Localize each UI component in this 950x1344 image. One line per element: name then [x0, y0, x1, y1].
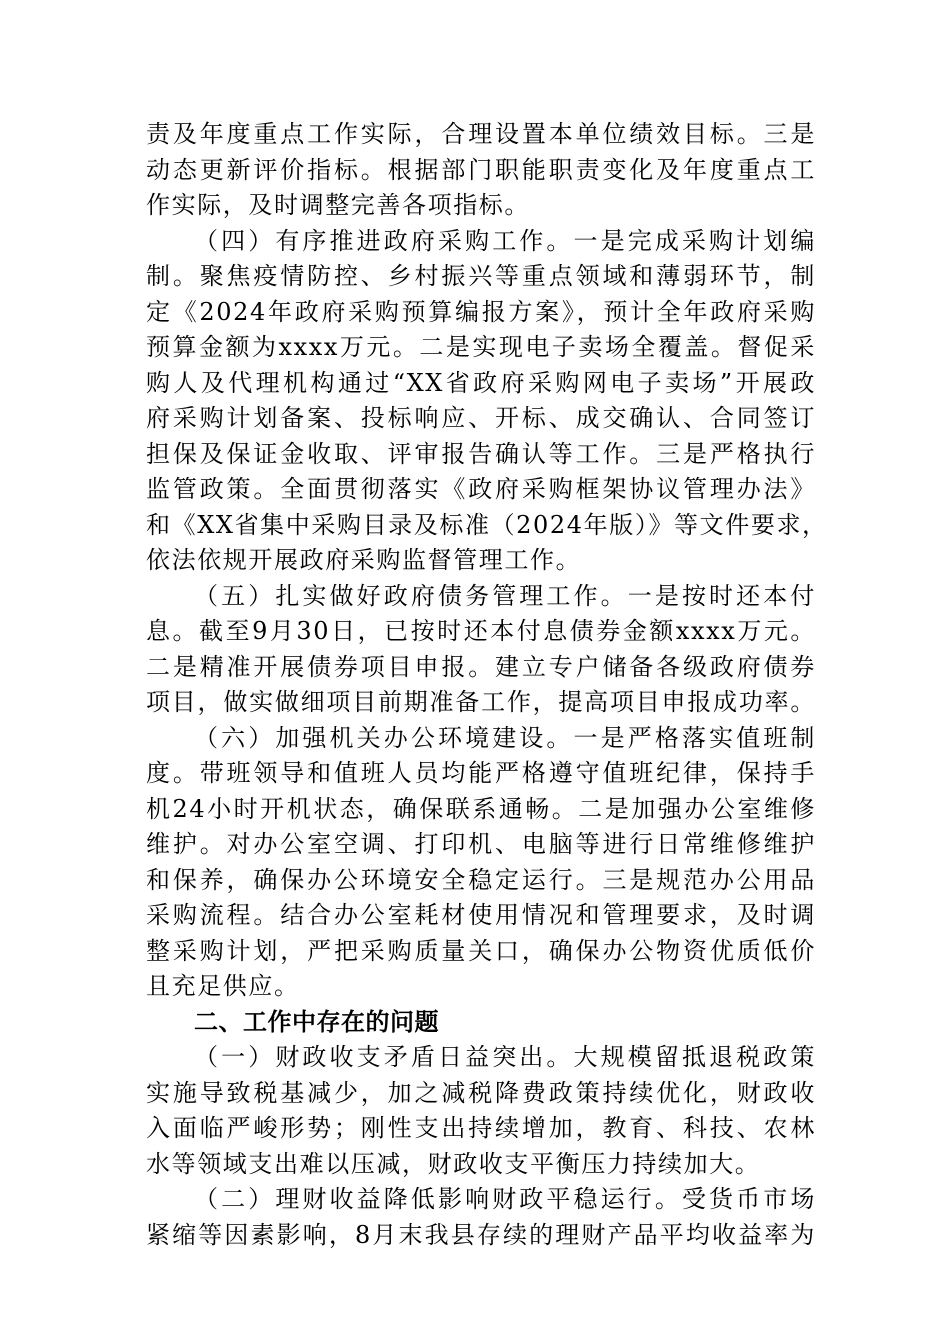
- paragraph-line: 和《XX省集中采购目录及标准（2024年版）》等文件要求，: [146, 510, 828, 539]
- paragraph-line: 二是精准开展债券项目申报。建立专户储备各级政府债券: [146, 652, 816, 681]
- paragraph-line: 度。带班领导和值班人员均能严格遵守值班纪律，保持手: [146, 759, 816, 787]
- paragraph-line: 项目，做实做细项目前期准备工作，提高项目申报成功率。: [146, 688, 816, 716]
- section-heading: 二、工作中存在的问题: [194, 1007, 439, 1036]
- paragraph-line: 维护。对办公室空调、打印机、电脑等进行日常维修维护: [146, 830, 816, 858]
- paragraph-line: 预算金额为xxxx万元。二是实现电子卖场全覆盖。督促采: [146, 333, 816, 361]
- paragraph-line: 动态更新评价指标。根据部门职能职责变化及年度重点工: [146, 155, 816, 184]
- paragraph-line: 实施导致税基减少，加之减税降费政策持续优化，财政收: [146, 1078, 816, 1107]
- paragraph-line: 依法依规开展政府采购监督管理工作。: [146, 546, 582, 574]
- paragraph-line: （一）财政收支矛盾日益突出。大规模留抵退税政策: [194, 1043, 816, 1071]
- paragraph-line: 府采购计划备案、投标响应、开标、成交确认、合同签订: [146, 404, 816, 432]
- paragraph-line: （五）扎实做好政府债务管理工作。一是按时还本付: [194, 581, 816, 610]
- paragraph-line: 采购流程。结合办公室耗材使用情况和管理要求，及时调: [146, 901, 816, 929]
- paragraph-line: 定《2024年政府采购预算编报方案》，预计全年政府采购: [146, 297, 816, 326]
- paragraph-line: 责及年度重点工作实际，合理设置本单位绩效目标。三是: [146, 120, 816, 148]
- paragraph-line: 入面临严峻形势；刚性支出持续增加，教育、科技、农林: [146, 1114, 816, 1142]
- paragraph-line: 制。聚焦疫情防控、乡村振兴等重点领域和薄弱环节，制: [146, 262, 816, 290]
- paragraph-line: （六）加强机关办公环境建设。一是严格落实值班制: [194, 723, 816, 752]
- paragraph-line: 紧缩等因素影响，8月末我县存续的理财产品平均收益率为: [146, 1220, 816, 1249]
- paragraph-line: 和保养，确保办公环境安全稳定运行。三是规范办公用品: [146, 865, 816, 894]
- paragraph-line: 作实际，及时调整完善各项指标。: [146, 191, 530, 219]
- paragraph-line: 机24小时开机状态，确保联系通畅。二是加强办公室维修: [146, 794, 816, 823]
- paragraph-line: 担保及保证金收取、评审报告确认等工作。三是严格执行: [146, 439, 816, 468]
- paragraph-line: 整采购计划，严把采购质量关口，确保办公物资优质低价: [146, 936, 816, 965]
- paragraph-line: 且充足供应。: [146, 972, 300, 1000]
- paragraph-line: （二）理财收益降低影响财政平稳运行。受货币市场: [194, 1185, 816, 1213]
- paragraph-line: 购人及代理机构通过“XX省政府采购网电子卖场”开展政: [146, 368, 816, 397]
- paragraph-line: 水等领域支出难以压减，财政收支平衡压力持续加大。: [146, 1149, 761, 1178]
- paragraph-line: 监管政策。全面贯彻落实《政府采购框架协议管理办法》: [146, 475, 816, 503]
- paragraph-line: （四）有序推进政府采购工作。一是完成采购计划编: [194, 226, 816, 255]
- paragraph-line: 息。截至9月30日，已按时还本付息债券金额xxxx万元。: [146, 617, 816, 645]
- document-page: [146, 117, 828, 1253]
